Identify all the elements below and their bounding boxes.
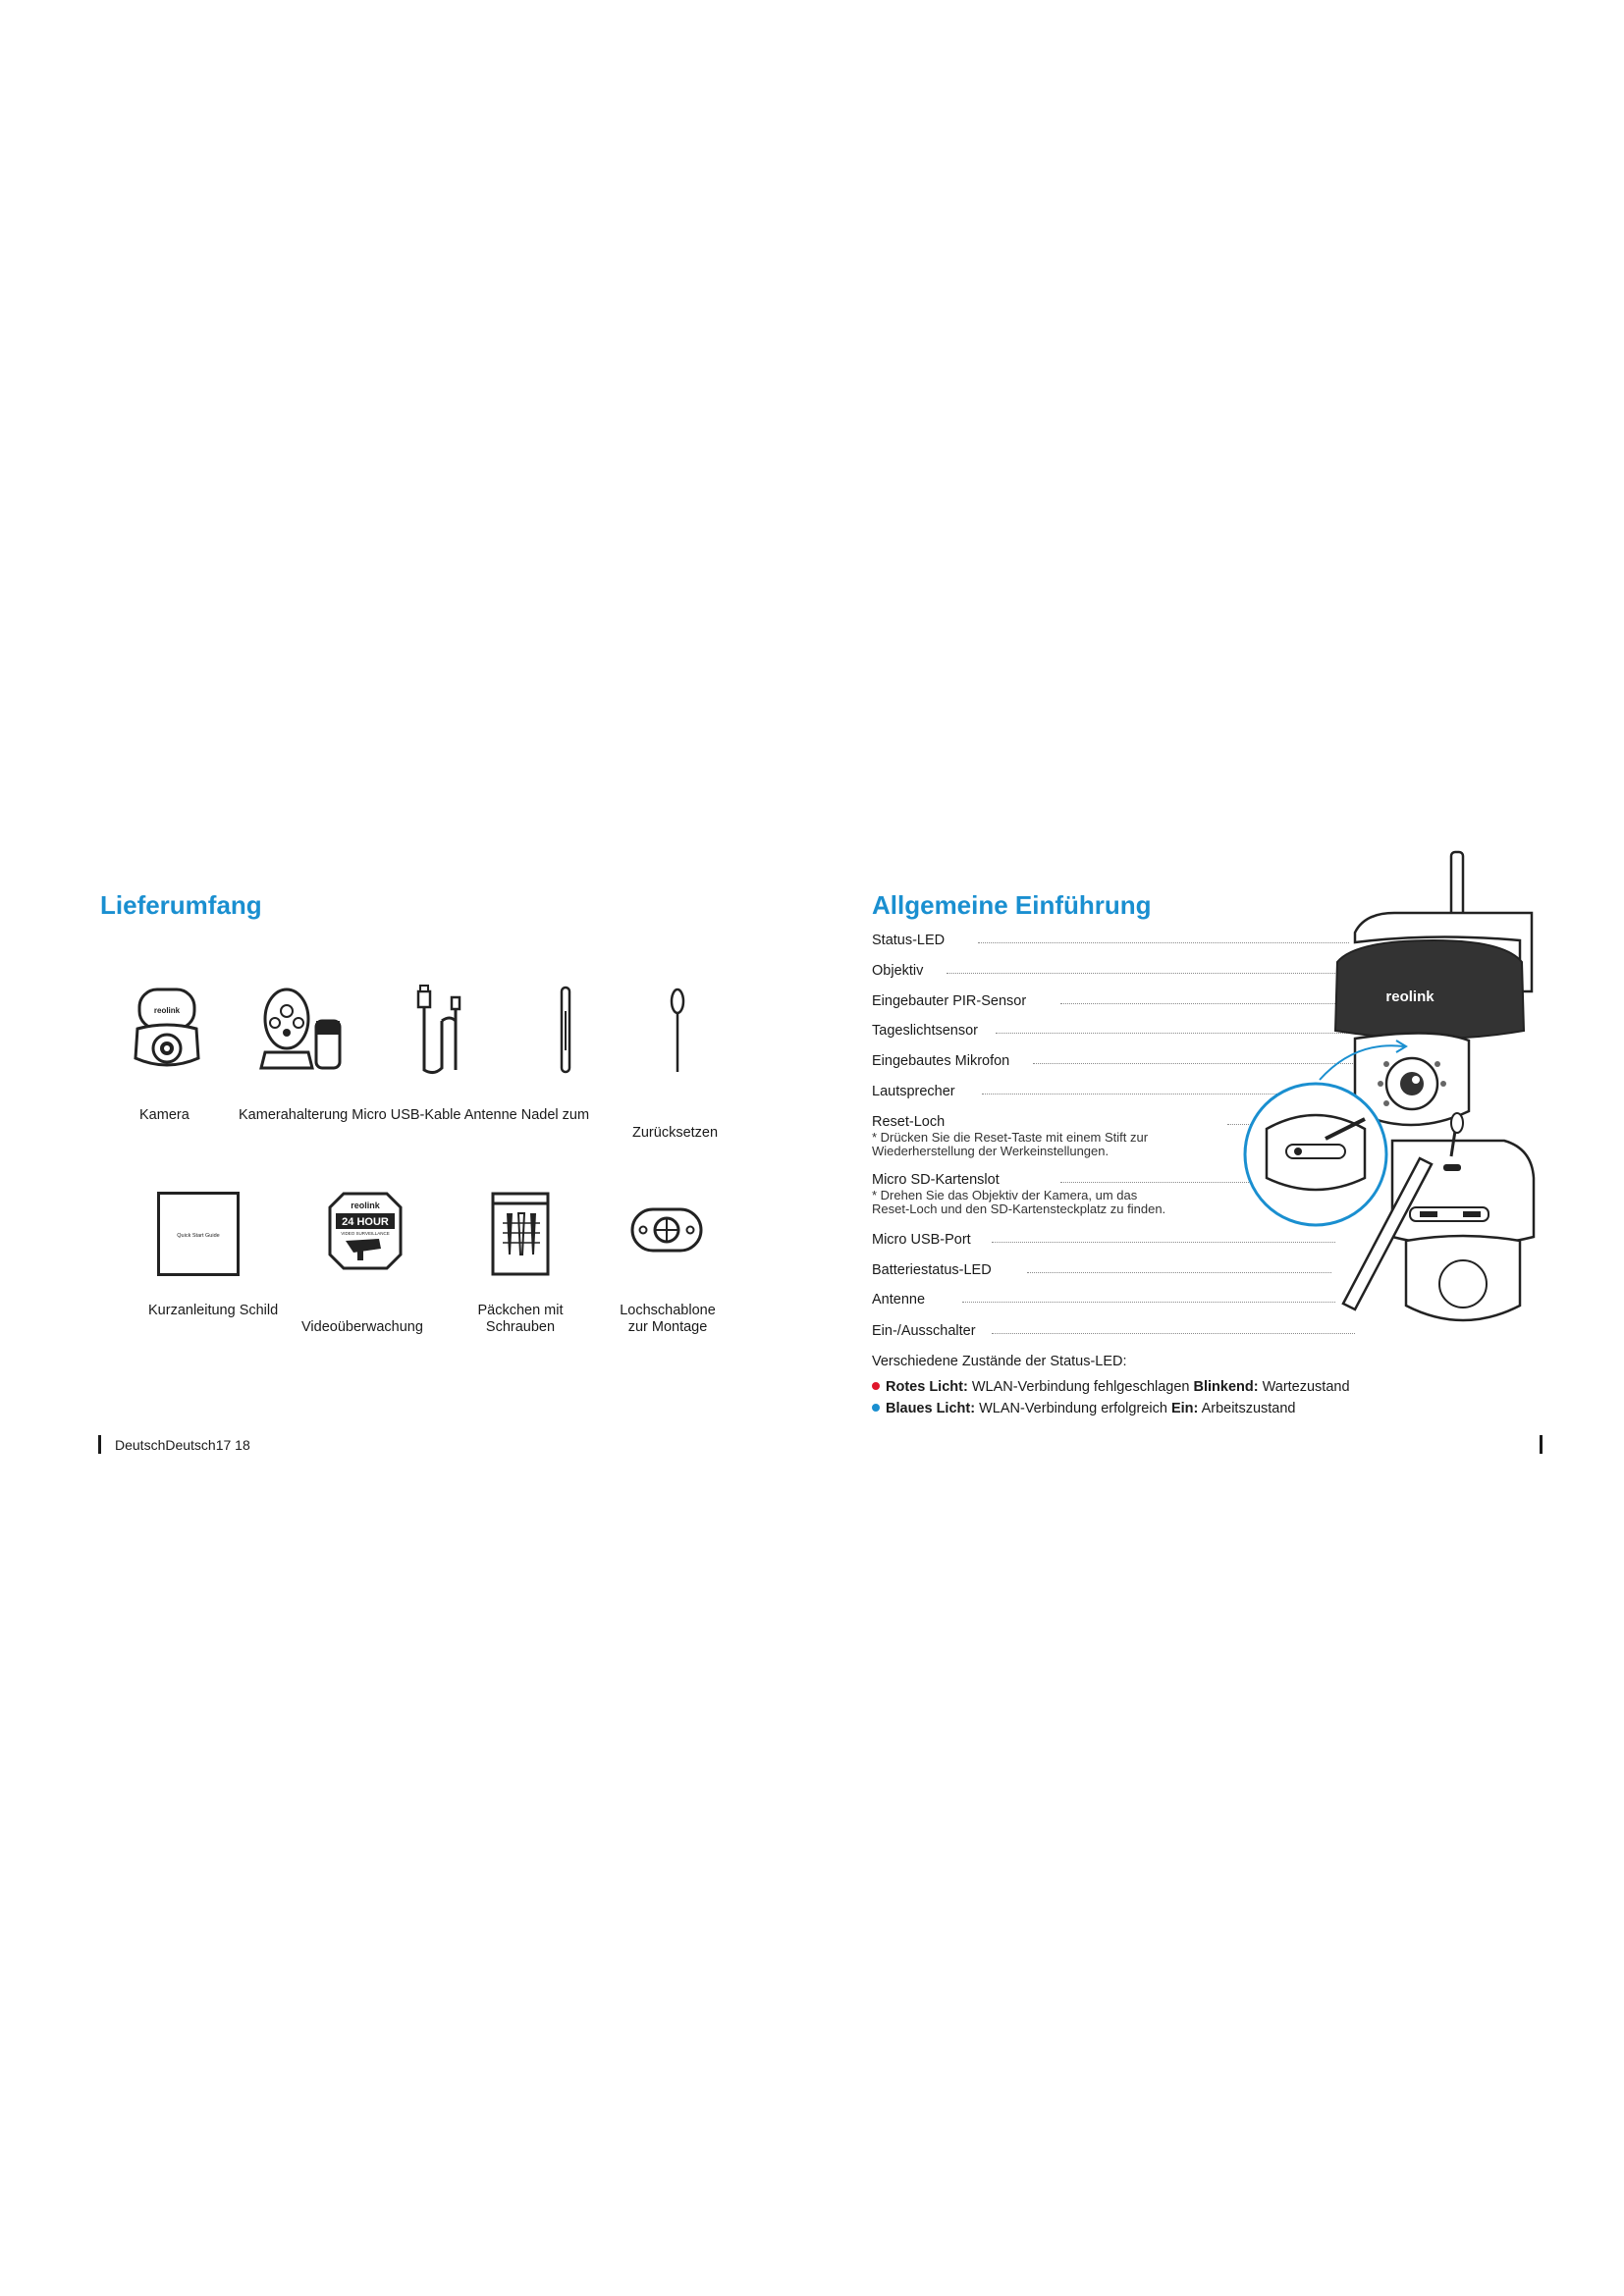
led-state-blue-label2: Ein: [1170, 1401, 1199, 1416]
part-label-mikrofon: Eingebautes Mikrofon [872, 1053, 1010, 1069]
camera-icon [128, 982, 206, 1080]
item-label-lochschablone-line2: zur Montage [627, 1319, 708, 1335]
guide-text: Quick Start Guide [177, 1233, 220, 1239]
surveillance-sign-icon [328, 1192, 403, 1270]
led-state-blue [872, 1401, 1295, 1416]
led-state-red [872, 1379, 1350, 1395]
led-states-title: Verschiedene Zustände der Status-LED: [872, 1354, 1127, 1369]
footer-bar-left [98, 1435, 101, 1454]
blue-dot-icon [872, 1404, 880, 1412]
led-state-red-label2: Blinkend: [1193, 1379, 1259, 1395]
item-label-zuruecksetzen: Zurücksetzen [632, 1125, 719, 1141]
item-label-lochschablone-line1: Lochschablone [620, 1303, 716, 1318]
usb-cable-icon [412, 982, 471, 1080]
leader-lautsprecher [982, 1094, 1276, 1095]
part-label-status-led: Status-LED [872, 933, 946, 948]
sign-text: 24 HOUR [342, 1216, 389, 1228]
led-state-blue-text: WLAN-Verbindung erfolgreich [979, 1401, 1167, 1416]
led-state-blue-text2: Arbeitszustand [1201, 1401, 1296, 1416]
part-label-antenne: Antenne [872, 1292, 926, 1308]
part-label-sd-kartenslot: Micro SD-Kartenslot [872, 1172, 1000, 1188]
item-label-paeckchen [461, 1303, 579, 1336]
red-dot-icon [872, 1382, 880, 1390]
reset-needle-icon [668, 982, 687, 1080]
item-label-row1-combined: Kamerahalterung Micro USB-Kable Antenne Nadel zum [239, 1107, 590, 1123]
part-note-sd-2: Reset-Loch und den SD-Kartensteckplatz zu finden. [872, 1201, 1166, 1216]
section-title-allgemeine-einfuehrung: Allgemeine Einführung [872, 890, 1152, 920]
part-label-pir-sensor: Eingebauter PIR-Sensor [872, 993, 1027, 1009]
part-label-tageslichtsensor: Tageslichtsensor [872, 1023, 978, 1039]
sign-subtext: VIDEO SURVEILLANCE [341, 1231, 390, 1236]
item-label-paeckchen-line1: Päckchen mit [477, 1303, 564, 1318]
part-note-reset-loch-2: Wiederherstellung der Werkeinstellungen. [872, 1144, 1110, 1158]
part-label-objektiv: Objektiv [872, 963, 924, 979]
part-label-ein-ausschalter: Ein-/Ausschalter [872, 1323, 976, 1339]
sign-brand: reolink [351, 1201, 380, 1210]
section-title-lieferumfang: Lieferumfang [100, 890, 262, 920]
led-state-red-label: Rotes Licht: [886, 1379, 968, 1395]
footer-bar-right [1540, 1435, 1543, 1454]
item-label-paeckchen-line2: Schrauben [485, 1319, 556, 1335]
part-label-micro-usb-port: Micro USB-Port [872, 1232, 971, 1248]
mounting-template-icon [630, 1207, 703, 1253]
part-label-lautsprecher: Lautsprecher [872, 1084, 955, 1099]
camera-brand: reolink [1385, 988, 1435, 1005]
part-label-batteriestatus-led: Batteriestatus-LED [872, 1262, 992, 1278]
part-note-sd-1: * Drehen Sie das Objektiv der Kamera, um das [872, 1188, 1138, 1202]
led-state-red-text: WLAN-Verbindung fehlgeschlagen [971, 1379, 1190, 1395]
svg-text:reolink: reolink [153, 1006, 181, 1015]
mount-icon [257, 982, 346, 1080]
led-state-red-text2: Wartezustand [1262, 1379, 1350, 1395]
part-note-reset-loch-1: * Drücken Sie die Reset-Taste mit einem Stift zur [872, 1130, 1149, 1145]
item-label-kurzanleitung-schild: Kurzanleitung Schild [148, 1303, 279, 1318]
quick-start-guide-icon [157, 1192, 240, 1276]
screw-pack-icon [491, 1192, 550, 1276]
camera-diagram [1237, 844, 1551, 1364]
antenna-icon [556, 982, 575, 1080]
item-label-kamera: Kamera [139, 1107, 189, 1123]
led-state-blue-label: Blaues Licht: [886, 1401, 976, 1416]
item-label-videoueberwachung: Videoüberwachung [301, 1319, 423, 1335]
part-label-reset-loch: Reset-Loch [872, 1114, 946, 1130]
item-label-lochschablone [604, 1303, 731, 1336]
footer-page-numbers: DeutschDeutsch17 18 [115, 1437, 250, 1453]
